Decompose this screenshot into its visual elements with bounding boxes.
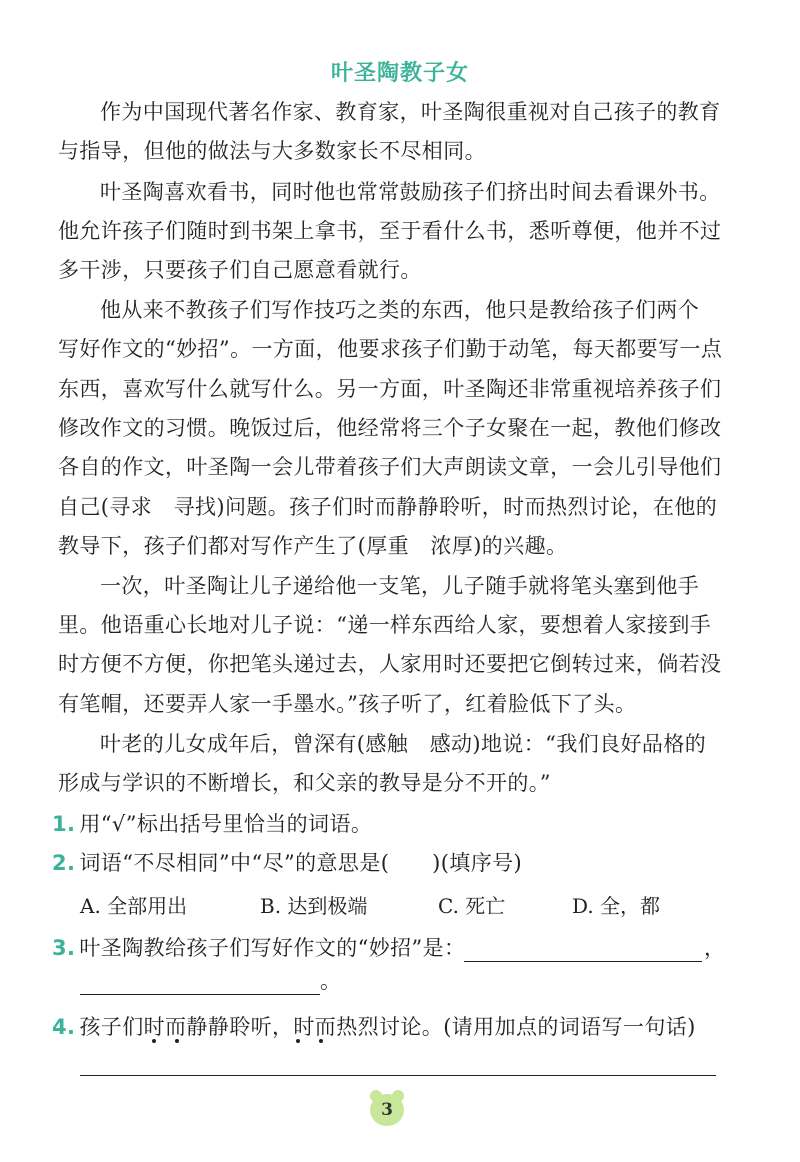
answer-blank[interactable] — [80, 1074, 716, 1076]
question-number: 4. — [52, 1015, 76, 1039]
text-line: 他允许孩子们随时到书架上拿书，至于看什么书，悉听尊便，他并不过 — [58, 219, 722, 243]
page-number-badge — [368, 1090, 406, 1126]
text-line: 他从来不教孩子们写作技巧之类的东西，他只是教给孩子们两个 — [100, 298, 700, 322]
text-line: 东西，喜欢写什么就写什么。另一方面，叶圣陶还非常重视培养孩子们 — [58, 377, 722, 401]
text-line: 叶老的儿女成年后，曾深有(感触 感动)地说：“我们良好品格的 — [100, 732, 707, 756]
question-text: 词语“不尽相同”中“尽”的意思是( )(填序号) — [79, 851, 523, 875]
period: 。 — [320, 969, 342, 993]
text-line: 自己(寻求 寻找)问题。孩子们时而静静聆听，时而热烈讨论，在他的 — [58, 495, 718, 519]
text-line: 叶圣陶喜欢看书，同时他也常常鼓励孩子们挤出时间去看课外书。 — [100, 180, 721, 204]
emphasis-dot — [152, 1039, 156, 1043]
answer-blank[interactable] — [464, 960, 702, 962]
text-line: 有笔帽，还要弄人家一手墨水。”孩子听了，红着脸低下了头。 — [58, 692, 637, 716]
choice-a[interactable]: A. 全部用出 — [80, 894, 188, 918]
question-text: 叶圣陶教给孩子们写好作文的“妙招”是： — [79, 936, 466, 960]
article-title: 叶圣陶教子女 — [330, 61, 469, 86]
question-4 — [52, 1013, 752, 1041]
page-number: 3 — [381, 1100, 393, 1120]
question-2 — [52, 849, 712, 877]
text-line: 一次，叶圣陶让儿子递给他一支笔，儿子随手就将笔头塞到他手 — [100, 574, 700, 598]
text-line: 多干涉，只要孩子们自己愿意看就行。 — [58, 258, 422, 282]
question-text: 孩子们时而静静聆听，时而热烈讨论。(请用加点的词语写一句话) — [79, 1015, 696, 1039]
answer-blank[interactable] — [80, 993, 320, 995]
text-line: 时方便不方便，你把笔头递过去，人家用时还要把它倒转过来，倘若没 — [58, 652, 722, 676]
text-line: 与指导，但他的做法与大多数家长不尽相同。 — [58, 139, 486, 163]
text-line: 形成与学识的不断增长，和父亲的教导是分不开的。” — [58, 771, 551, 795]
emphasis-dot — [296, 1039, 300, 1043]
text-line: 里。他语重心长地对儿子说：“递一样东西给人家，要想着人家接到手 — [58, 613, 712, 637]
emphasis-dot — [175, 1039, 179, 1043]
emphasis-dot — [319, 1039, 323, 1043]
choice-d[interactable]: D. 全，都 — [572, 894, 661, 918]
text-line: 修改作文的习惯。晚饭过后，他经常将三个子女聚在一起，教他们修改 — [58, 416, 722, 440]
text-line: 教导下，孩子们都对写作产生了(厚重 浓厚)的兴趣。 — [58, 534, 568, 558]
text-line: 各自的作文，叶圣陶一会儿带着孩子们大声朗读文章，一会儿引导他们 — [58, 455, 722, 479]
question-number: 1. — [52, 812, 76, 836]
text-line: 写好作文的“妙招”。一方面，他要求孩子们勤于动笔，每天都要写一点 — [58, 337, 723, 361]
question-text: 用“√”标出括号里恰当的词语。 — [79, 812, 373, 836]
comma: ， — [704, 936, 726, 960]
question-3 — [52, 934, 712, 962]
question-1 — [52, 810, 712, 838]
question-number: 3. — [52, 936, 76, 960]
text-line: 作为中国现代著名作家、教育家，叶圣陶很重视对自己孩子的教育 — [100, 100, 721, 124]
choice-c[interactable]: C. 死亡 — [438, 894, 506, 918]
choice-b[interactable]: B. 达到极端 — [260, 894, 368, 918]
question-number: 2. — [52, 851, 76, 875]
